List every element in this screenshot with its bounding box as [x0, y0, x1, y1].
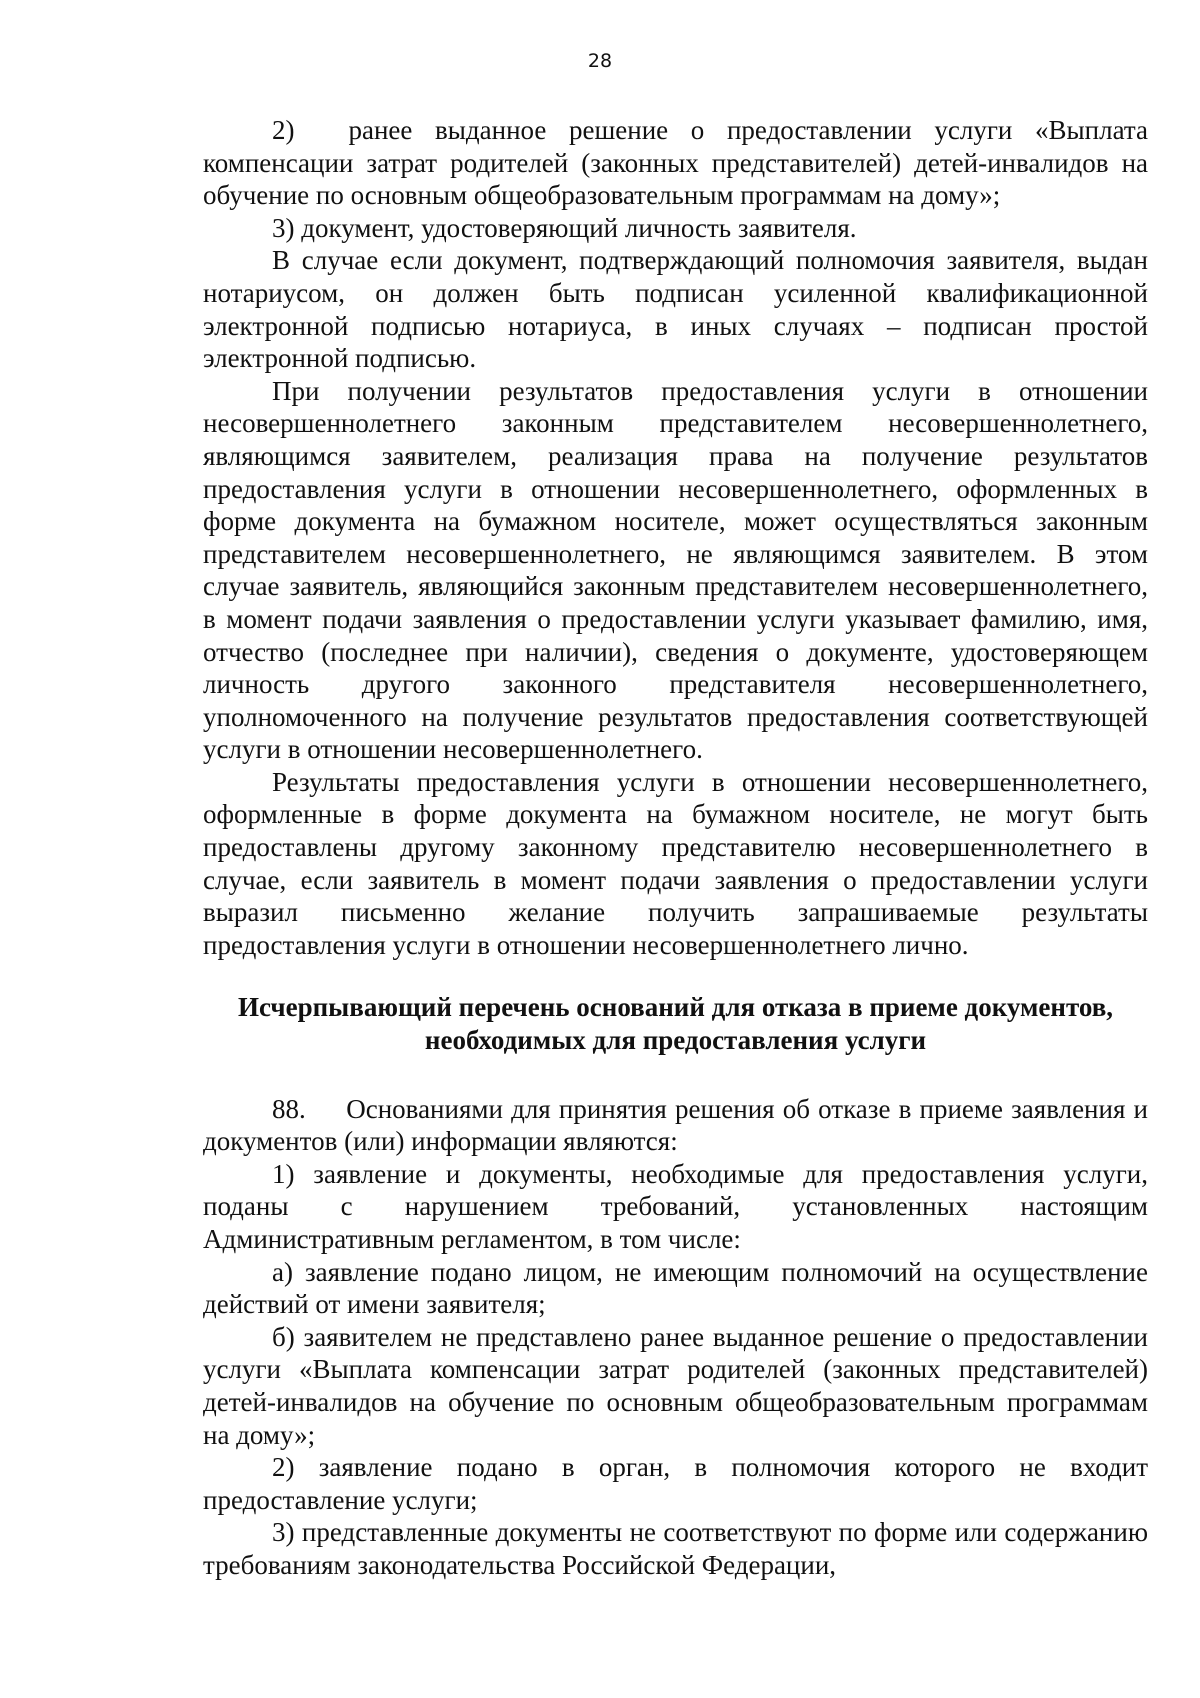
paragraph-ground-1-violations: 1) заявление и документы, необходимые для предоставления услуги, поданы с нарушением требований, установленных настоящим Административным регламентом, в том числе: — [203, 1158, 1148, 1254]
paragraph-ground-1a-no-authority: а) заявление подано лицом, не имеющим полномочий на осуществление действий от имени заявителя; — [203, 1256, 1148, 1320]
paragraph-88-refusal-grounds: 88. Основаниями для принятия решения об отказе в приеме заявления и документов (или) информации являются: — [203, 1093, 1148, 1157]
section-heading-line-1: Исчерпывающий перечень оснований для отказа в приеме документов, — [237, 992, 1114, 1023]
paragraph-item-3-identity-document: 3) документ, удостоверяющий личность заявителя. — [272, 212, 857, 243]
section-heading — [203, 991, 1148, 1056]
document-body — [203, 114, 1148, 1582]
page-number: 28 — [587, 50, 613, 72]
section-heading-line-2: необходимых для предоставления услуги — [424, 1025, 927, 1056]
paragraph-ground-2-wrong-body: 2) заявление подано в орган, в полномочия которого не входит предоставление услуги; — [203, 1452, 1148, 1515]
paragraph-ground-1b-no-prior-decision: б) заявителем не представлено ранее выданное решение о предоставлении услуги «Выплата компенсации затрат родителей (законных представителей) детей-инвалидов на обучение по основным общеобразовательным программам на дому»; — [203, 1321, 1148, 1450]
paragraph-notary-signature: В случае если документ, подтверждающий полномочия заявителя, выдан нотариусом, он должен быть подписан усиленной квалификационной электронной подписью нотариуса, в иных случаях – подписан простой электронной подписью. — [203, 245, 1148, 374]
paragraph-ground-3-nonconforming-documents: 3) представленные документы не соответствуют по форме или содержанию требованиям законодательства Российской Федерации, — [203, 1517, 1148, 1580]
paragraph-minor-results-restriction: Результаты предоставления услуги в отношении несовершеннолетнего, оформленные в форме документа на бумажном носителе, не могут быть предоставлены другому законному представителю несовершеннолетнего в случае, если заявитель в момент подачи заявления о предоставлении услуги выразил письменно желание получить запрашиваемые результаты предоставления услуги в отношении несовершеннолетнего лично. — [203, 766, 1148, 960]
paragraph-item-2-prior-decision: 2) ранее выданное решение о предоставлении услуги «Выплата компенсации затрат родителей (законных представителей) детей-инвалидов на обучение по основным общеобразовательным программам на дому»; — [203, 115, 1148, 211]
paragraph-minor-results-receipt: При получении результатов предоставления услуги в отношении несовершеннолетнего законным представителем несовершеннолетнего, являющимся заявителем, реализация права на получение результатов предоставления услуги в отношении несовершеннолетнего, оформленных в форме документа на бумажном носителе, может осуществляться законным представителем несовершеннолетнего, не являющимся заявителем. В этом случае заявитель, являющийся законным представителем несовершеннолетнего, в момент подачи заявления о предоставлении услуги указывает фамилию, имя, отчество (последнее при наличии), сведения о документе, удостоверяющем личность другого законного представителя несовершеннолетнего, уполномоченного на получение результатов предоставления соответствующей услуги в отношении несовершеннолетнего. — [203, 375, 1148, 765]
